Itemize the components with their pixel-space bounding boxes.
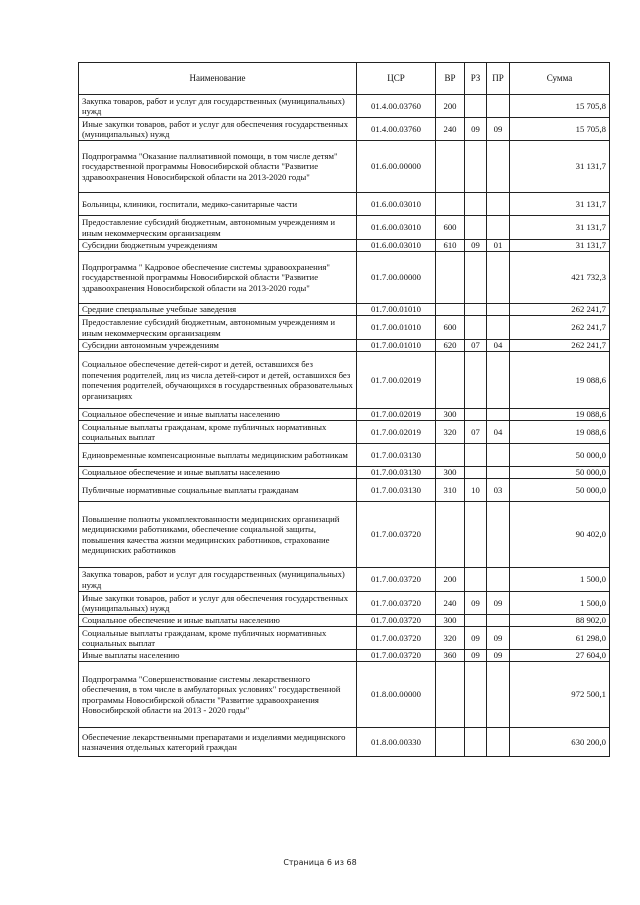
budget-table [78, 62, 610, 757]
cell-rz: 09 [465, 627, 487, 650]
cell-rz: 10 [465, 479, 487, 502]
cell-pr [487, 502, 510, 568]
cell-name: Социальные выплаты гражданам, кроме публичных нормативных социальных выплат [79, 627, 357, 650]
cell-name: Иные закупки товаров, работ и услуг для обеспечения государственных (муниципальных) нужд [79, 592, 357, 615]
cell-sum: 31 131,7 [510, 216, 610, 240]
header-rz: РЗ [465, 63, 487, 95]
cell-rz [465, 252, 487, 304]
cell-sum: 19 088,6 [510, 409, 610, 421]
cell-pr [487, 409, 510, 421]
cell-vr [436, 352, 465, 409]
cell-rz: 09 [465, 592, 487, 615]
cell-csr: 01.7.00.03720 [357, 592, 436, 615]
cell-sum: 1 500,0 [510, 592, 610, 615]
cell-sum: 262 241,7 [510, 316, 610, 340]
cell-name: Закупка товаров, работ и услуг для государственных (муниципальных) нужд [79, 568, 357, 592]
cell-sum: 90 402,0 [510, 502, 610, 568]
cell-pr: 03 [487, 479, 510, 502]
header-name: Наименование [79, 63, 357, 95]
cell-rz: 09 [465, 118, 487, 141]
cell-rz [465, 502, 487, 568]
cell-name: Повышение полноты укомплектованности медицинских организаций медицинскими работниками, обеспечение социальной защиты, повышения качества жизни медицинских работников, страхование медицинских работников [79, 502, 357, 568]
cell-rz [465, 467, 487, 479]
cell-csr: 01.7.00.02019 [357, 421, 436, 444]
cell-sum: 972 500,1 [510, 662, 610, 728]
cell-name: Предоставление субсидий бюджетным, автономным учреждениям и иным некоммерческим организациям [79, 216, 357, 240]
table-row [79, 304, 610, 316]
table-row [79, 340, 610, 352]
header-sum: Сумма [510, 63, 610, 95]
cell-rz: 07 [465, 421, 487, 444]
cell-csr: 01.7.00.01010 [357, 316, 436, 340]
cell-name: Средние специальные учебные заведения [79, 304, 357, 316]
cell-rz [465, 352, 487, 409]
table-row [79, 592, 610, 615]
cell-pr [487, 728, 510, 757]
cell-name: Подпрограмма " Кадровое обеспечение системы здравоохранения" государственной программы Новосибирской области "Развитие здравоохранения Новосибирской области на 2013-2020 годы" [79, 252, 357, 304]
cell-pr [487, 193, 510, 216]
cell-csr: 01.8.00.00000 [357, 662, 436, 728]
cell-pr: 09 [487, 592, 510, 615]
cell-vr [436, 193, 465, 216]
cell-csr: 01.7.00.01010 [357, 340, 436, 352]
header-pr: ПР [487, 63, 510, 95]
cell-csr: 01.7.00.03130 [357, 479, 436, 502]
cell-rz: 09 [465, 240, 487, 252]
cell-rz [465, 662, 487, 728]
cell-pr [487, 304, 510, 316]
cell-rz [465, 304, 487, 316]
table-row [79, 479, 610, 502]
table-row [79, 118, 610, 141]
cell-pr: 09 [487, 650, 510, 662]
cell-sum: 19 088,6 [510, 352, 610, 409]
cell-csr: 01.7.00.02019 [357, 409, 436, 421]
cell-vr [436, 728, 465, 757]
table-row [79, 627, 610, 650]
cell-rz [465, 193, 487, 216]
cell-vr [436, 444, 465, 467]
cell-vr: 620 [436, 340, 465, 352]
cell-pr: 09 [487, 118, 510, 141]
cell-pr [487, 615, 510, 627]
cell-csr: 01.7.00.03720 [357, 615, 436, 627]
table-row [79, 216, 610, 240]
cell-rz [465, 728, 487, 757]
table-row [79, 141, 610, 193]
cell-sum: 262 241,7 [510, 340, 610, 352]
table-row [79, 444, 610, 467]
cell-vr: 320 [436, 627, 465, 650]
cell-sum: 27 604,0 [510, 650, 610, 662]
cell-vr: 300 [436, 467, 465, 479]
table-body [79, 95, 610, 757]
table-row [79, 193, 610, 216]
cell-csr: 01.7.00.03720 [357, 568, 436, 592]
cell-name: Подпрограмма "Совершенствование системы лекарственного обеспечения, в том числе в амбулаторных условиях" государственной программы Новосибирской области "Развитие здравоохранения Новосибирской области на 2013 - 2020 годы" [79, 662, 357, 728]
table-row [79, 728, 610, 757]
cell-rz [465, 141, 487, 193]
table-row [79, 409, 610, 421]
cell-name: Социальное обеспечение и иные выплаты населению [79, 467, 357, 479]
cell-name: Иные закупки товаров, работ и услуг для обеспечения государственных (муниципальных) нужд [79, 118, 357, 141]
cell-pr: 04 [487, 421, 510, 444]
cell-sum: 61 298,0 [510, 627, 610, 650]
cell-csr: 01.7.00.02019 [357, 352, 436, 409]
table-row [79, 502, 610, 568]
cell-csr: 01.4.00.03760 [357, 95, 436, 118]
cell-csr: 01.6.00.03010 [357, 240, 436, 252]
cell-rz [465, 409, 487, 421]
cell-pr: 09 [487, 627, 510, 650]
cell-name: Социальное обеспечение детей-сирот и детей, оставшихся без попечения родителей, лиц из числа детей-сирот и детей, оставшихся без попечения родителей, обучающихся в государственных образовательных организациях [79, 352, 357, 409]
cell-vr: 300 [436, 615, 465, 627]
cell-sum: 31 131,7 [510, 193, 610, 216]
cell-name: Субсидии автономным учреждениям [79, 340, 357, 352]
cell-sum: 19 088,6 [510, 421, 610, 444]
cell-name: Социальные выплаты гражданам, кроме публичных нормативных социальных выплат [79, 421, 357, 444]
cell-vr: 600 [436, 216, 465, 240]
cell-vr: 600 [436, 316, 465, 340]
table-row [79, 650, 610, 662]
cell-csr: 01.7.00.03720 [357, 502, 436, 568]
table-row [79, 568, 610, 592]
cell-rz [465, 216, 487, 240]
cell-csr: 01.6.00.03010 [357, 193, 436, 216]
cell-csr: 01.7.00.03720 [357, 650, 436, 662]
cell-rz [465, 444, 487, 467]
cell-sum: 15 705,8 [510, 118, 610, 141]
cell-csr: 01.4.00.03760 [357, 118, 436, 141]
cell-pr [487, 352, 510, 409]
cell-sum: 421 732,3 [510, 252, 610, 304]
cell-sum: 50 000,0 [510, 444, 610, 467]
cell-vr: 610 [436, 240, 465, 252]
cell-vr: 300 [436, 409, 465, 421]
cell-name: Обеспечение лекарственными препаратами и изделиями медицинского назначения отдельных категорий граждан [79, 728, 357, 757]
cell-vr [436, 141, 465, 193]
table-row [79, 662, 610, 728]
cell-rz [465, 316, 487, 340]
cell-sum: 262 241,7 [510, 304, 610, 316]
cell-name: Подпрограмма "Оказание паллиативной помощи, в том числе детям" государственной программы Новосибирской области "Развитие здравоохранения Новосибирской области на 2013-2020 годы" [79, 141, 357, 193]
cell-csr: 01.6.00.00000 [357, 141, 436, 193]
cell-name: Предоставление субсидий бюджетным, автономным учреждениям и иным некоммерческим организациям [79, 316, 357, 340]
table-row [79, 421, 610, 444]
cell-sum: 630 200,0 [510, 728, 610, 757]
table-row [79, 252, 610, 304]
cell-pr [487, 316, 510, 340]
cell-vr [436, 304, 465, 316]
table-row [79, 316, 610, 340]
table-row [79, 240, 610, 252]
cell-rz [465, 615, 487, 627]
cell-vr: 310 [436, 479, 465, 502]
cell-sum: 50 000,0 [510, 479, 610, 502]
cell-pr: 04 [487, 340, 510, 352]
cell-rz [465, 95, 487, 118]
cell-pr [487, 216, 510, 240]
cell-csr: 01.7.00.03130 [357, 467, 436, 479]
table-row [79, 467, 610, 479]
cell-csr: 01.7.00.00000 [357, 252, 436, 304]
cell-name: Субсидии бюджетным учреждениям [79, 240, 357, 252]
table-row [79, 615, 610, 627]
cell-rz [465, 568, 487, 592]
cell-pr [487, 662, 510, 728]
cell-pr [487, 444, 510, 467]
cell-pr [487, 467, 510, 479]
cell-vr: 320 [436, 421, 465, 444]
cell-sum: 31 131,7 [510, 240, 610, 252]
cell-vr [436, 662, 465, 728]
cell-vr [436, 252, 465, 304]
cell-rz: 07 [465, 340, 487, 352]
cell-sum: 1 500,0 [510, 568, 610, 592]
cell-csr: 01.6.00.03010 [357, 216, 436, 240]
cell-vr [436, 502, 465, 568]
cell-csr: 01.7.00.01010 [357, 304, 436, 316]
table-row [79, 95, 610, 118]
page-number: Страница 6 из 68 [283, 858, 357, 867]
header-csr: ЦСР [357, 63, 436, 95]
cell-sum: 50 000,0 [510, 467, 610, 479]
cell-vr: 200 [436, 95, 465, 118]
table-header-row [79, 63, 610, 95]
cell-pr [487, 95, 510, 118]
cell-csr: 01.7.00.03720 [357, 627, 436, 650]
cell-csr: 01.8.00.00330 [357, 728, 436, 757]
cell-name: Больницы, клиники, госпитали, медико-санитарные части [79, 193, 357, 216]
cell-sum: 31 131,7 [510, 141, 610, 193]
cell-vr: 240 [436, 118, 465, 141]
table-row [79, 352, 610, 409]
cell-name: Социальное обеспечение и иные выплаты населению [79, 615, 357, 627]
cell-pr [487, 252, 510, 304]
cell-vr: 360 [436, 650, 465, 662]
cell-sum: 88 902,0 [510, 615, 610, 627]
cell-vr: 240 [436, 592, 465, 615]
cell-pr [487, 568, 510, 592]
cell-sum: 15 705,8 [510, 95, 610, 118]
cell-pr [487, 141, 510, 193]
cell-csr: 01.7.00.03130 [357, 444, 436, 467]
cell-name: Социальное обеспечение и иные выплаты населению [79, 409, 357, 421]
cell-pr: 01 [487, 240, 510, 252]
cell-name: Публичные нормативные социальные выплаты гражданам [79, 479, 357, 502]
cell-name: Иные выплаты населению [79, 650, 357, 662]
cell-vr: 200 [436, 568, 465, 592]
header-vr: ВР [436, 63, 465, 95]
cell-name: Закупка товаров, работ и услуг для государственных (муниципальных) нужд [79, 95, 357, 118]
cell-rz: 09 [465, 650, 487, 662]
cell-name: Единовременные компенсационные выплаты медицинским работникам [79, 444, 357, 467]
